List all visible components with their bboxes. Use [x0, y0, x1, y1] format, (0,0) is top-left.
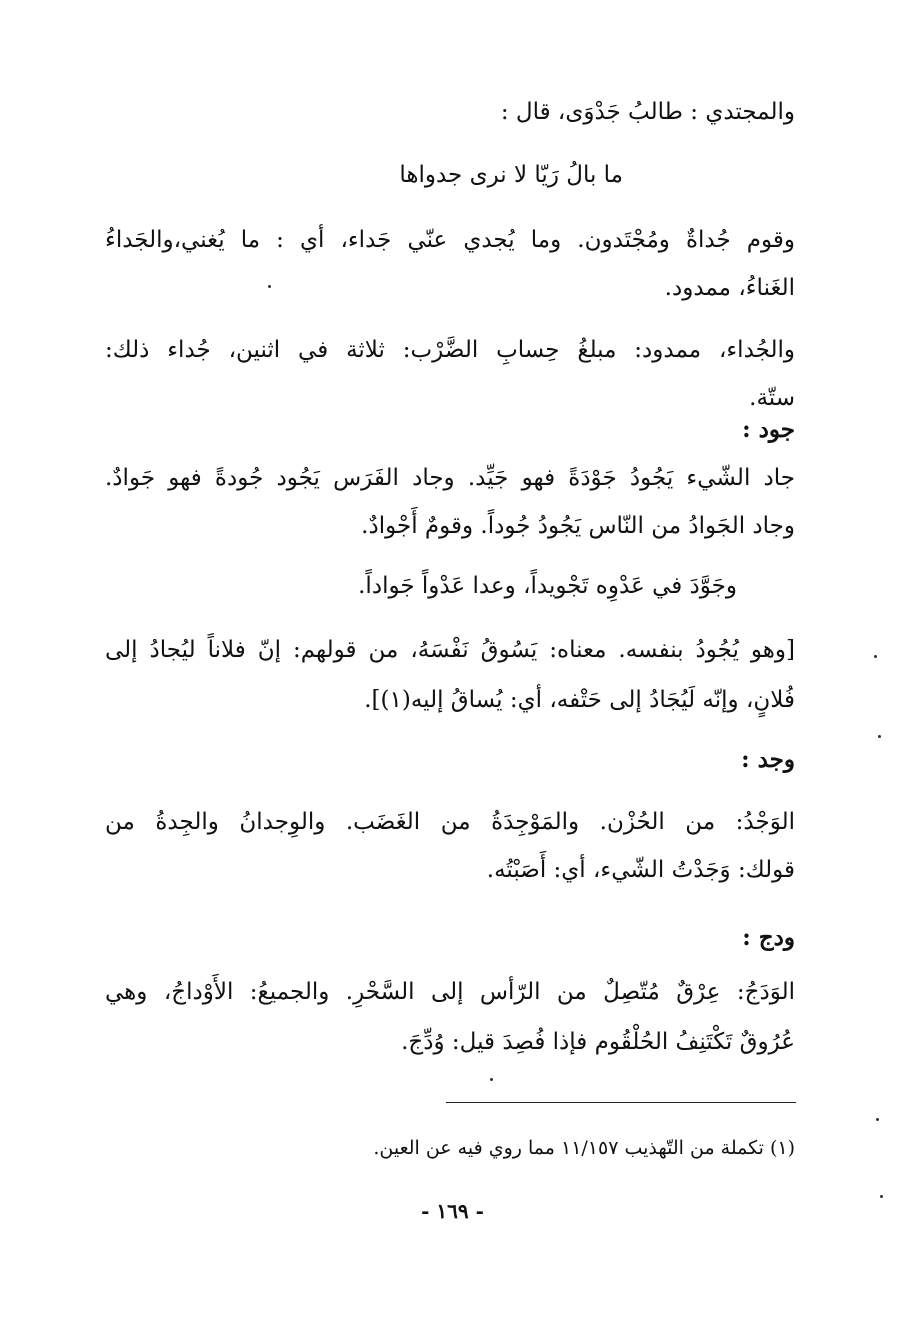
entry-line-5: والجُداء، ممدود: مبلغُ حِسابِ الضَّرْب: ثلاثة في اثنين، جُداء ذلك:: [105, 337, 795, 363]
entry-line-3: وقوم جُداةٌ ومُجْتَدون. وما يُجدي عنّي جَداء، أي : ما يُغني،والجَداءُ: [105, 227, 795, 253]
entry-line-10: وجَوَّدَ في عَدْوِه تَجْويداً، وعدا عَدْواً جَواداً.: [358, 573, 737, 599]
verse-line: ما بالُ رَيّا لا نرى جدواها: [399, 162, 623, 188]
entry-line-11: [وهو يُجُودُ بنفسه. معناه: يَسُوقُ نَفْسَهُ، من قولهم: إنّ فلاناً ليُجادُ إلى: [105, 637, 795, 663]
entry-line-9: وجاد الجَوادُ من النّاس يَجُودُ جُوداً. وقومٌ أَجْوادٌ.: [361, 513, 795, 539]
scan-speck: [490, 1078, 493, 1081]
footnote: (١) تكملة من التّهذيب ١١/١٥٧ مما روي فيه عن العين.: [373, 1137, 795, 1159]
entry-line-4: الغَناءُ، ممدود.: [664, 275, 795, 301]
entry-line-6: ستّة.: [749, 385, 795, 411]
scan-speck: [268, 285, 271, 288]
heading-wdj: ودج :: [742, 924, 795, 951]
entry-line-18: عُرُوقٌ تَكْتَنِفُ الحُلْقُوم فإذا فُصِدَ قيل: وُدِّجَ.: [401, 1029, 795, 1055]
entry-line-8: جاد الشّيء يَجُودُ جَوْدَةً فهو جَيِّد. وجاد الفَرَس يَجُود جُودةً فهو جَوادٌ.: [105, 465, 795, 491]
scan-speck: [874, 655, 877, 658]
entry-line-12: فُلانٍ، وإنّه لَيُجَادُ إلى حَتْفه، أي: يُساقُ إليه(١)].: [364, 687, 795, 713]
scan-speck: [880, 1195, 883, 1198]
heading-wjd: وجد :: [741, 746, 795, 773]
scan-speck: [876, 1118, 879, 1121]
page-number: - ١٦٩ -: [421, 1199, 484, 1223]
scan-speck: [878, 735, 881, 738]
entry-line-14: الوَجْدُ: من الحُزْن. والمَوْجِدَةُ من الغَضَب. والوِجدانُ والجِدةُ من: [105, 809, 795, 835]
heading-jwd: جود :: [742, 416, 795, 443]
footnote-separator: [446, 1102, 796, 1103]
entry-line-1: والمجتدي : طالبُ جَدْوَى، قال :: [500, 99, 795, 125]
entry-line-17: الوَدَجُ: عِرْقٌ مُتّصِلٌ من الرّأس إلى السَّحْرِ. والجميعُ: الأَوْداجُ، وهي: [105, 979, 795, 1005]
entry-line-15: قولك: وَجَدْتُ الشّيء، أي: أَصَبْتُه.: [486, 857, 795, 883]
